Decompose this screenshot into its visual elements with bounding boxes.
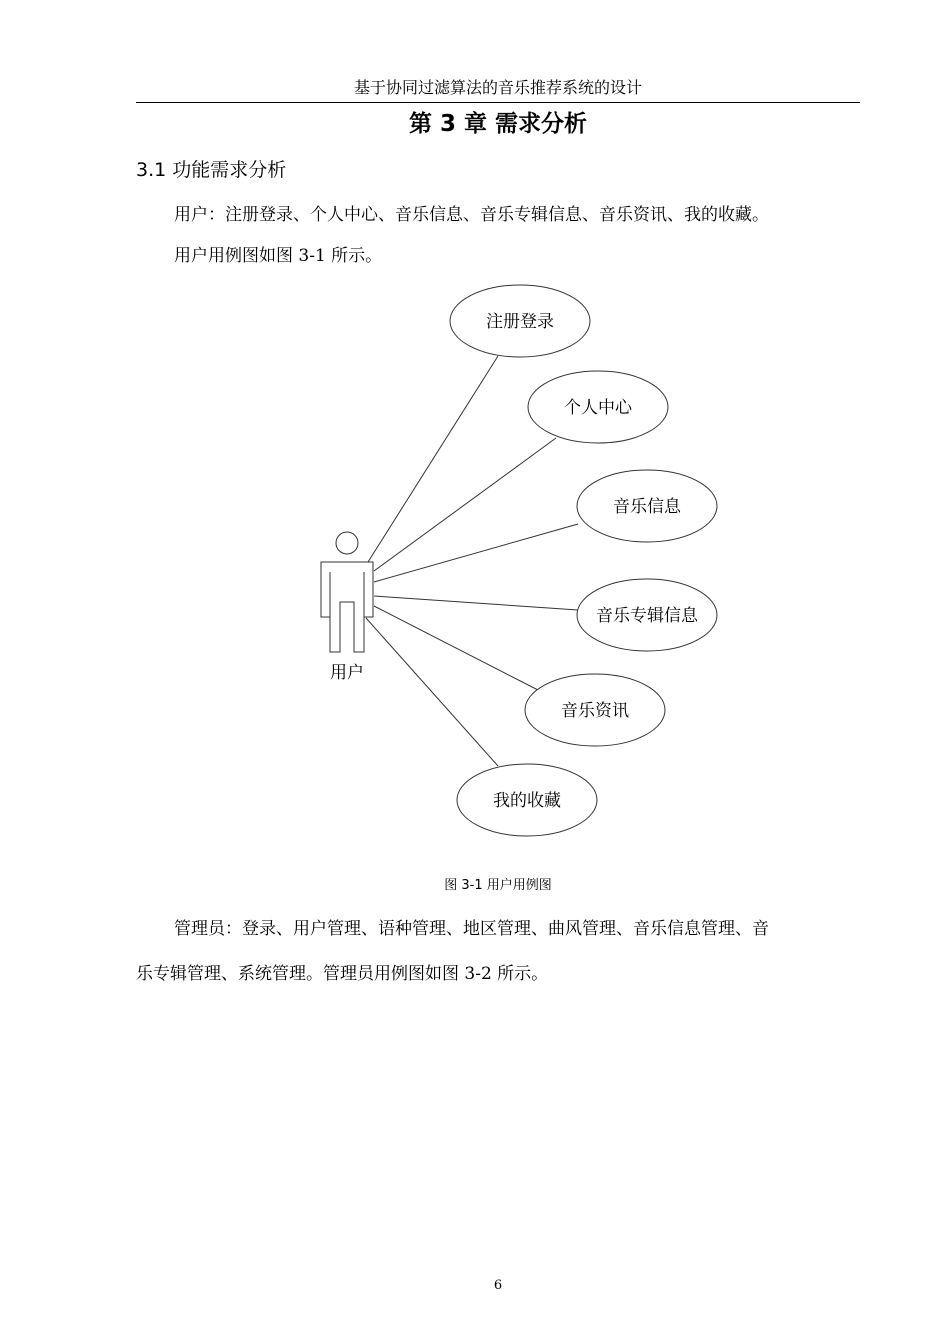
- association-line: [366, 618, 498, 766]
- page-number: 6: [493, 1278, 503, 1293]
- association-line: [374, 438, 556, 571]
- running-header: 基于协同过滤算法的音乐推荐系统的设计: [353, 78, 642, 97]
- association-line: [374, 606, 538, 690]
- paragraph-admin-functions-line2: 乐专辑管理、系统管理。管理员用例图如图 3-2 所示。: [136, 964, 549, 984]
- paragraph-admin-functions-line1: 管理员：登录、用户管理、语种管理、地区管理、曲风管理、音乐信息管理、音: [174, 919, 769, 939]
- use-case-personal-center: 个人中心: [564, 398, 632, 418]
- chapter-title: 第 3 章 需求分析: [408, 111, 588, 137]
- header-rule: [136, 102, 860, 103]
- paragraph-user-diagram-ref: 用户用例图如图 3-1 所示。: [174, 246, 383, 266]
- section-title: 3.1 功能需求分析: [136, 159, 287, 181]
- association-line: [368, 356, 498, 562]
- use-case-register-login: 注册登录: [486, 312, 554, 332]
- use-case-music-news: 音乐资讯: [561, 701, 629, 721]
- actor-figure: [321, 532, 373, 652]
- actor-head: [336, 532, 358, 554]
- use-case-music-info: 音乐信息: [613, 497, 681, 517]
- actor-label: 用户: [330, 663, 364, 683]
- association-line: [374, 524, 578, 582]
- use-case-diagram: [300, 280, 740, 840]
- use-case-my-favorites: 我的收藏: [493, 791, 561, 811]
- paragraph-user-functions: 用户：注册登录、个人中心、音乐信息、音乐专辑信息、音乐资讯、我的收藏。: [174, 205, 769, 225]
- figure-caption: 图 3-1 用户用例图: [444, 878, 552, 893]
- association-line: [374, 596, 578, 610]
- use-case-album-info: 音乐专辑信息: [596, 606, 698, 626]
- actor-body: [321, 562, 373, 652]
